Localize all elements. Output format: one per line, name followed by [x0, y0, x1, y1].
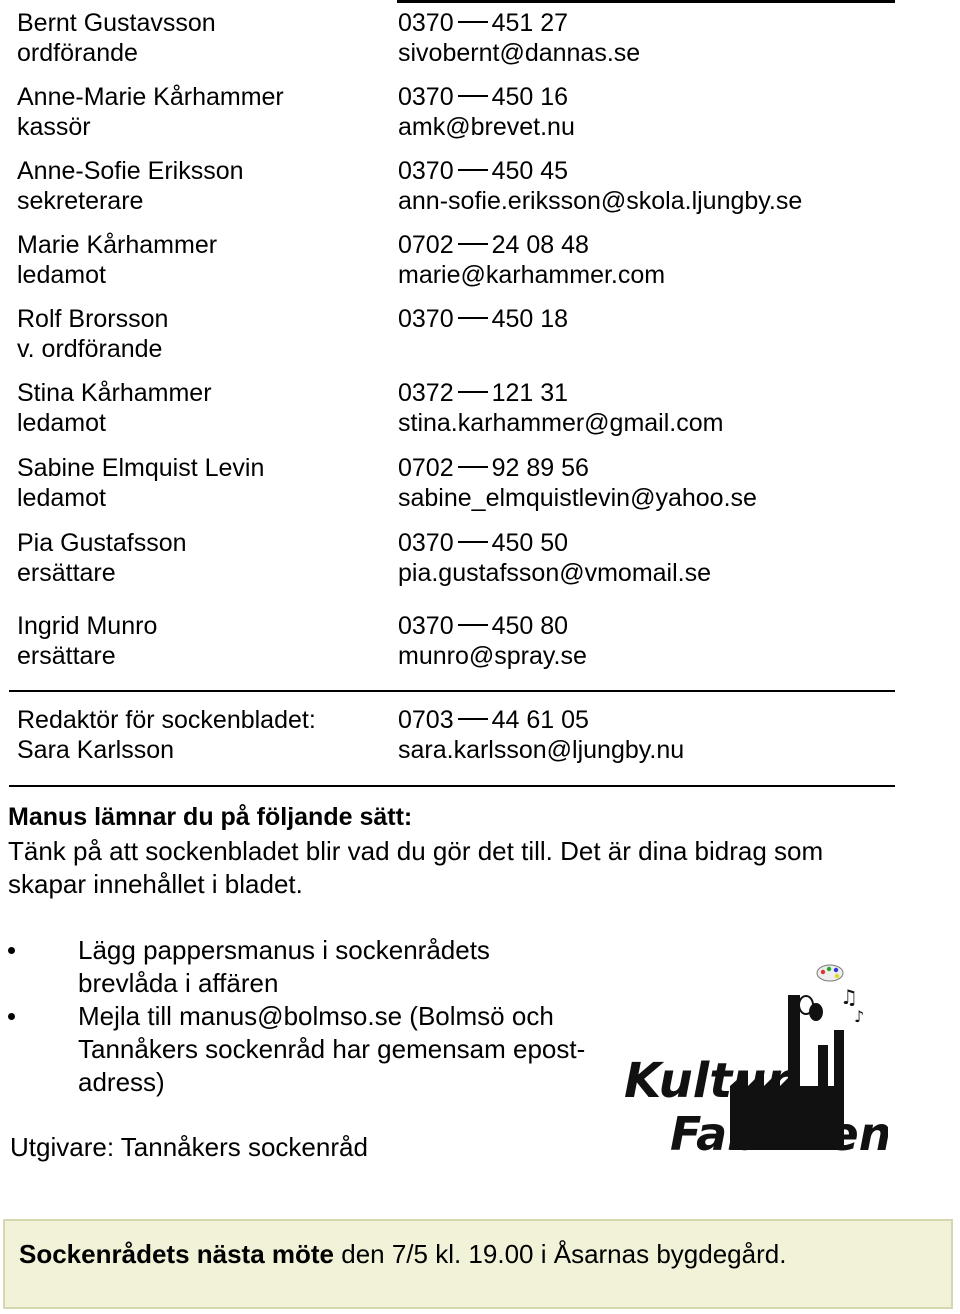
- member-phone: 0370 451 27: [398, 9, 569, 37]
- member-name: Stina Kårhammer: [17, 379, 212, 407]
- divider-rule: [9, 785, 895, 787]
- board-member: [17, 230, 897, 304]
- member-email[interactable]: amk@brevet.nu: [398, 113, 575, 141]
- member-role: kassör: [17, 113, 91, 141]
- editor-phone: 0703 44 61 05: [398, 706, 589, 734]
- member-phone: 0370 450 50: [398, 529, 569, 557]
- member-role: sekreterare: [17, 187, 144, 215]
- list-item-text: Mejla till manus@bolmso.se (Bolmsö och Tannåkers sockenråd har gemensam epost-adress): [78, 1001, 586, 1097]
- board-member: [17, 453, 897, 528]
- dash-icon: [458, 541, 488, 543]
- member-name: Anne-Marie Kårhammer: [17, 83, 284, 111]
- board-member: [17, 304, 897, 378]
- dash-icon: [458, 718, 488, 720]
- dash-icon: [458, 466, 488, 468]
- manus-bullet-list: [8, 934, 588, 1099]
- member-role: v. ordförande: [17, 335, 163, 363]
- dash-icon: [458, 169, 488, 171]
- top-rule: [397, 0, 895, 3]
- member-role: ersättare: [17, 642, 116, 670]
- member-phone: 0372 121 31: [398, 379, 569, 407]
- member-phone: 0702 92 89 56: [398, 454, 589, 482]
- member-email[interactable]: ann-sofie.eriksson@skola.ljungby.se: [398, 187, 803, 215]
- svg-text:♫: ♫: [840, 985, 858, 1009]
- member-role: ersättare: [17, 559, 116, 587]
- meeting-banner: [3, 1219, 953, 1309]
- board-member: [17, 611, 897, 677]
- member-email[interactable]: marie@karhammer.com: [398, 261, 666, 289]
- divider-rule: [9, 690, 895, 692]
- member-name: Rolf Brorsson: [17, 305, 169, 333]
- member-phone: 0370 450 80: [398, 612, 569, 640]
- member-name: Pia Gustafsson: [17, 529, 187, 557]
- member-email[interactable]: sabine_elmquistlevin@yahoo.se: [398, 484, 757, 512]
- dash-icon: [458, 391, 488, 393]
- publisher-text: Utgivare: Tannåkers sockenråd: [10, 1132, 368, 1162]
- list-item: [8, 1000, 588, 1099]
- bullet-icon: [8, 1013, 15, 1020]
- member-name: Marie Kårhammer: [17, 231, 218, 259]
- member-email[interactable]: munro@spray.se: [398, 642, 587, 670]
- member-role: ledamot: [17, 409, 106, 437]
- dash-icon: [458, 243, 488, 245]
- factory-icon: [618, 960, 888, 1165]
- member-name: Ingrid Munro: [17, 612, 158, 640]
- logo-line2: Fabriken: [670, 1107, 888, 1161]
- dash-icon: [458, 95, 488, 97]
- list-item-text: Lägg pappersmanus i sockenrådets brevlåda i affären: [78, 935, 490, 998]
- member-role: ledamot: [17, 261, 106, 289]
- member-role: ordförande: [17, 39, 138, 67]
- editor-email[interactable]: sara.karlsson@ljungby.nu: [398, 736, 685, 764]
- meeting-details: den 7/5 kl. 19.00 i Åsarnas bygdegård.: [334, 1239, 787, 1269]
- board-member: [17, 378, 897, 453]
- member-name: Sabine Elmquist Levin: [17, 454, 265, 482]
- member-email[interactable]: sivobernt@dannas.se: [398, 39, 641, 67]
- dash-icon: [458, 624, 488, 626]
- manus-heading: Manus lämnar du på följande sätt:: [8, 803, 413, 831]
- editor-name: Sara Karlsson: [17, 736, 175, 764]
- editor-title: Redaktör för sockenbladet:: [17, 706, 316, 734]
- member-role: ledamot: [17, 484, 106, 512]
- board-member: [17, 156, 897, 230]
- meeting-label: Sockenrådets nästa möte: [19, 1239, 335, 1269]
- bullet-icon: [8, 947, 15, 954]
- kulturfabriken-logo: [618, 960, 888, 1165]
- member-email[interactable]: stina.karhammer@gmail.com: [398, 409, 724, 437]
- manus-text: Tänk på att sockenbladet blir vad du gör det till. Det är dina bidrag som skapar innehållet i bladet.: [8, 836, 824, 899]
- board-list: [17, 8, 897, 677]
- meeting-text: [19, 1238, 786, 1271]
- member-name: Anne-Sofie Eriksson: [17, 157, 244, 185]
- member-phone: 0702 24 08 48: [398, 231, 589, 259]
- board-member: [17, 8, 897, 82]
- list-item: [8, 934, 588, 1000]
- svg-text:♪: ♪: [854, 1007, 865, 1026]
- member-phone: 0370 450 18: [398, 305, 569, 333]
- member-name: Bernt Gustavsson: [17, 9, 216, 37]
- dash-icon: [458, 21, 488, 23]
- logo-line1: Kultur: [624, 1053, 790, 1109]
- board-member: [17, 82, 897, 156]
- dash-icon: [458, 317, 488, 319]
- member-phone: 0370 450 16: [398, 83, 569, 111]
- member-phone: 0370 450 45: [398, 157, 569, 185]
- board-member: [17, 528, 897, 611]
- member-email[interactable]: pia.gustafsson@vmomail.se: [398, 559, 712, 587]
- editor-block: [17, 705, 897, 769]
